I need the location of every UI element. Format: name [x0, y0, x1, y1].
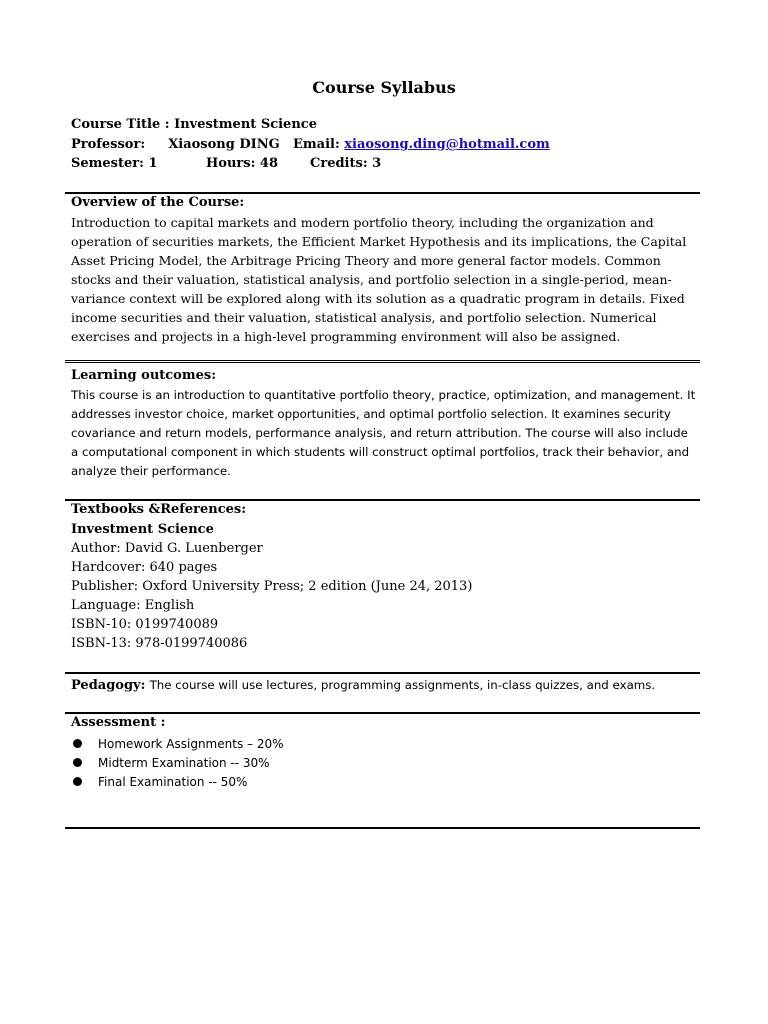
book-isbn10: ISBN-10: 0199740089: [71, 617, 219, 632]
professor-line: [71, 136, 280, 154]
assessment-item: Midterm Examination -- 30%: [98, 756, 270, 770]
hours-field: [206, 155, 278, 173]
credits-value: 3: [372, 156, 382, 171]
professor-value: Xiaosong DING: [168, 137, 280, 152]
book-hardcover: Hardcover: 640 pages: [71, 560, 218, 575]
divider: [65, 672, 700, 674]
pedagogy-label: Pedagogy:: [71, 678, 146, 693]
course-title-line: [71, 116, 317, 134]
outcomes-text: This course is an introduction to quantitative portfolio theory, practice, optimization, and management. It addresses investor choice, market opportunities, and optimal portfolio selection. It examines security covariance and return models, performance analysis, and return attribution. The course will also include a computational component in which students will construct optimal portfolios, track their behavior, and analyze their performance.: [71, 388, 696, 478]
professor-label: Professor:: [71, 137, 146, 152]
overview-text: Introduction to capital markets and modern portfolio theory, including the organization and operation of securities markets, the Efficient Market Hypothesis and its implications, the Capital Asset Pricing Model, the Arbitrage Pricing Theory and more general factor models. Common stocks and their valuation, statistical analysis, and portfolio selection in a single-period, mean-variance context will be explored along with its solution as a quadratic program in details. Fixed income securities and their valuation, statistical analysis, and portfolio selection. Numerical exercises and projects in a high-level programming environment will also be assigned.: [71, 215, 687, 344]
email-line: [293, 136, 550, 154]
textbooks-heading: Textbooks &References:: [71, 502, 247, 517]
divider: [65, 827, 700, 829]
bullet-icon: [73, 758, 82, 767]
hours-value: 48: [259, 156, 278, 171]
hours-label: Hours:: [206, 156, 256, 171]
semester-label: Semester:: [71, 156, 144, 171]
book-publisher: Publisher: Oxford University Press; 2 edition (June 24, 2013): [71, 579, 473, 594]
overview-heading: Overview of the Course:: [71, 195, 245, 210]
bullet-icon: [73, 777, 82, 786]
book-isbn13: ISBN-13: 978-0199740086: [71, 636, 248, 651]
book-title: Investment Science: [71, 522, 214, 537]
credits-field: [310, 155, 381, 173]
pedagogy-text: The course will use lectures, programming assignments, in-class quizzes, and exams.: [149, 678, 656, 692]
pedagogy-line: [71, 676, 655, 695]
credits-label: Credits:: [310, 156, 368, 171]
course-title-label: Course Title :: [71, 117, 170, 132]
email-link[interactable]: xiaosong.ding@hotmail.com: [344, 137, 550, 152]
assessment-item: Final Examination -- 50%: [98, 775, 248, 789]
page-title: Course Syllabus: [312, 78, 456, 97]
divider: [65, 360, 700, 363]
email-label: Email:: [293, 137, 340, 152]
book-author: Author: David G. Luenberger: [71, 541, 263, 556]
assessment-heading: Assessment :: [71, 715, 166, 730]
semester-field: [71, 155, 158, 173]
course-title-value: Investment Science: [174, 117, 317, 132]
book-language: Language: English: [71, 598, 195, 613]
assessment-item: Homework Assignments – 20%: [98, 737, 284, 751]
bullet-icon: [73, 739, 82, 748]
textbook-entry: [71, 520, 472, 653]
outcomes-heading: Learning outcomes:: [71, 368, 216, 383]
semester-value: 1: [148, 156, 158, 171]
